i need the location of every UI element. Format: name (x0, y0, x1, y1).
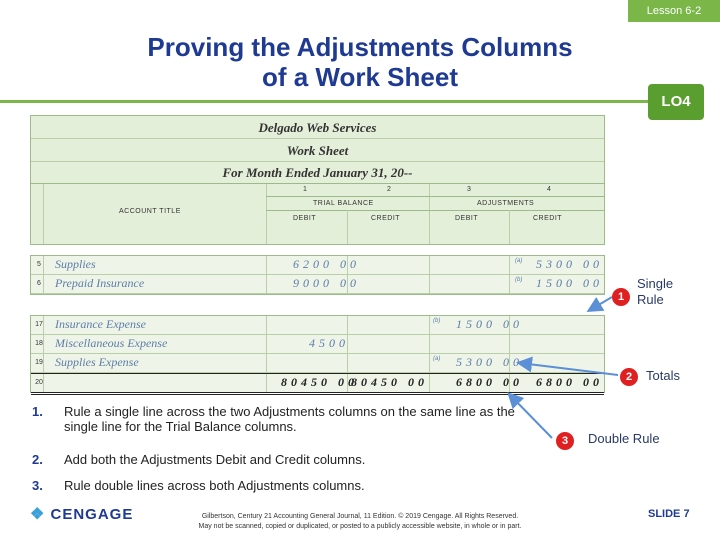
col-number-2: 2 (387, 186, 391, 193)
account-title-header: ACCOUNT TITLE (119, 208, 181, 215)
tb-debit-value: 9000 00 (293, 276, 360, 290)
adj-credit-value: 5300 00 (536, 257, 603, 271)
tb-credit-header: CREDIT (371, 215, 401, 222)
callout-1-badge: 1 (612, 288, 630, 306)
account-name: Insurance Expense (55, 317, 146, 331)
account-name: Supplies (55, 257, 96, 271)
title-line-2: of a Work Sheet (261, 62, 458, 92)
account-name: Prepaid Insurance (55, 276, 145, 290)
arrow-totals (520, 363, 618, 375)
trial-balance-header: TRIAL BALANCE (313, 200, 374, 207)
table-row: 19 Supplies Expense (a) 5300 00 (31, 354, 604, 373)
logo-icon: ❖ (30, 506, 46, 523)
adj-debit-header: DEBIT (455, 215, 479, 222)
account-name: Supplies Expense (55, 355, 139, 369)
tb-debit-header: DEBIT (293, 215, 317, 222)
table-row: 18 Miscellaneous Expense 4500 (31, 335, 604, 354)
title-line-1: Proving the Adjustments Columns (147, 32, 573, 62)
adj-debit-value: 5300 00 (456, 355, 523, 369)
callout-3-badge: 3 (556, 432, 574, 450)
lo-badge: LO4 (648, 84, 704, 120)
adj-debit-value: 1500 00 (456, 317, 523, 331)
callout-2-text: Totals (646, 368, 680, 383)
tb-debit-value: 6200 00 (293, 257, 360, 271)
ws-name: Work Sheet (286, 143, 349, 158)
ws-period: For Month Ended January 31, 20-- (222, 165, 413, 180)
col-number-3: 3 (467, 186, 471, 193)
col-number-1: 1 (303, 186, 307, 193)
cengage-logo: ❖ CENGAGE (30, 506, 134, 523)
account-name: Miscellaneous Expense (55, 336, 168, 350)
table-row: 6 Prepaid Insurance 9000 00 (b) 1500 00 (31, 275, 604, 294)
tb-debit-total: 80450 00 (281, 375, 358, 389)
col-number-4: 4 (547, 186, 551, 193)
adj-credit-header: CREDIT (533, 215, 563, 222)
ws-company: Delgado Web Services (258, 120, 377, 135)
callout-1-text: Single Rule (637, 276, 674, 307)
arrow-single-rule (590, 297, 612, 310)
slide-number: SLIDE 7 (648, 508, 690, 520)
callout-2-badge: 2 (620, 368, 638, 386)
adj-debit-total: 6800 00 (456, 375, 523, 389)
lesson-tab: Lesson 6-2 (628, 0, 720, 22)
totals-row: 20 80450 00 80450 00 6800 00 6800 00 (31, 373, 604, 395)
adj-credit-total: 6800 00 (536, 375, 603, 389)
adj-credit-value: 1500 00 (536, 276, 603, 290)
copyright: Gilbertson, Century 21 Accounting General Journal, 11 Edition. © 2019 Cengage. All Rights Reserved. May not be scanned, copied or duplicated, or posted to a publicly accessible website, in whole or in part. (198, 513, 522, 530)
adjustments-header: ADJUSTMENTS (477, 200, 535, 207)
callout-3-text: Double Rule (588, 431, 660, 446)
tb-debit-value: 4500 (309, 336, 349, 350)
table-row: 17 Insurance Expense (b) 1500 00 (31, 316, 604, 335)
table-row: 5 Supplies 6200 00 (a) 5300 00 (31, 256, 604, 275)
tb-credit-total: 80450 00 (351, 375, 428, 389)
